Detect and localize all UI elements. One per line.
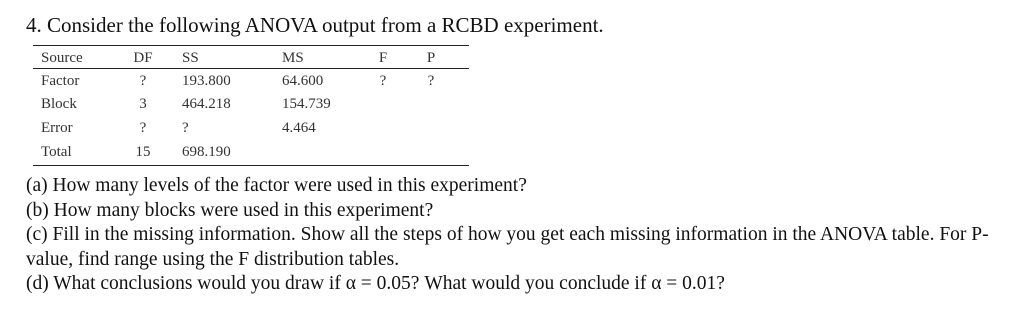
factor-df: ? bbox=[139, 73, 147, 89]
header-f: F bbox=[378, 50, 388, 66]
part-a: (a) How many levels of the factor were used in this experiment? bbox=[26, 175, 527, 196]
block-df: 3 bbox=[139, 96, 147, 112]
factor-f: ? bbox=[379, 73, 387, 89]
factor-ss: 193.800 bbox=[182, 73, 231, 89]
header-p: P bbox=[426, 50, 436, 66]
factor-p: ? bbox=[427, 73, 435, 89]
header-df: DF bbox=[133, 50, 153, 66]
error-source: Error bbox=[41, 120, 73, 136]
part-b: (b) How many blocks were used in this experiment? bbox=[26, 199, 434, 221]
total-ss: 698.190 bbox=[182, 144, 231, 160]
total-source: Total bbox=[41, 144, 72, 160]
factor-source: Factor bbox=[41, 73, 80, 89]
part-c: (c) Fill in the missing information. Show all the steps of how you get each missing information in the ANOVA table. For P-value, find range using the F distribution tables. bbox=[26, 224, 989, 270]
header-ss: SS bbox=[182, 50, 199, 66]
question-parts bbox=[26, 174, 1006, 297]
header-ms: MS bbox=[282, 50, 304, 66]
total-df: 15 bbox=[135, 144, 151, 160]
anova-table bbox=[33, 45, 469, 166]
block-ms: 154.739 bbox=[282, 96, 331, 112]
factor-ms: 64.600 bbox=[282, 73, 324, 89]
block-source: Block bbox=[41, 96, 77, 112]
header-source: Source bbox=[41, 50, 83, 66]
error-ss: ? bbox=[182, 120, 189, 136]
question-title: 4. Consider the following ANOVA output from a RCBD experiment. bbox=[26, 13, 604, 37]
block-ss: 464.218 bbox=[182, 96, 231, 112]
error-df: ? bbox=[139, 120, 147, 136]
part-d: (d) What conclusions would you draw if α = 0.05? What would you conclude if α = 0.01? bbox=[26, 273, 725, 294]
header-rule bbox=[33, 68, 469, 69]
error-ms: 4.464 bbox=[282, 120, 316, 136]
